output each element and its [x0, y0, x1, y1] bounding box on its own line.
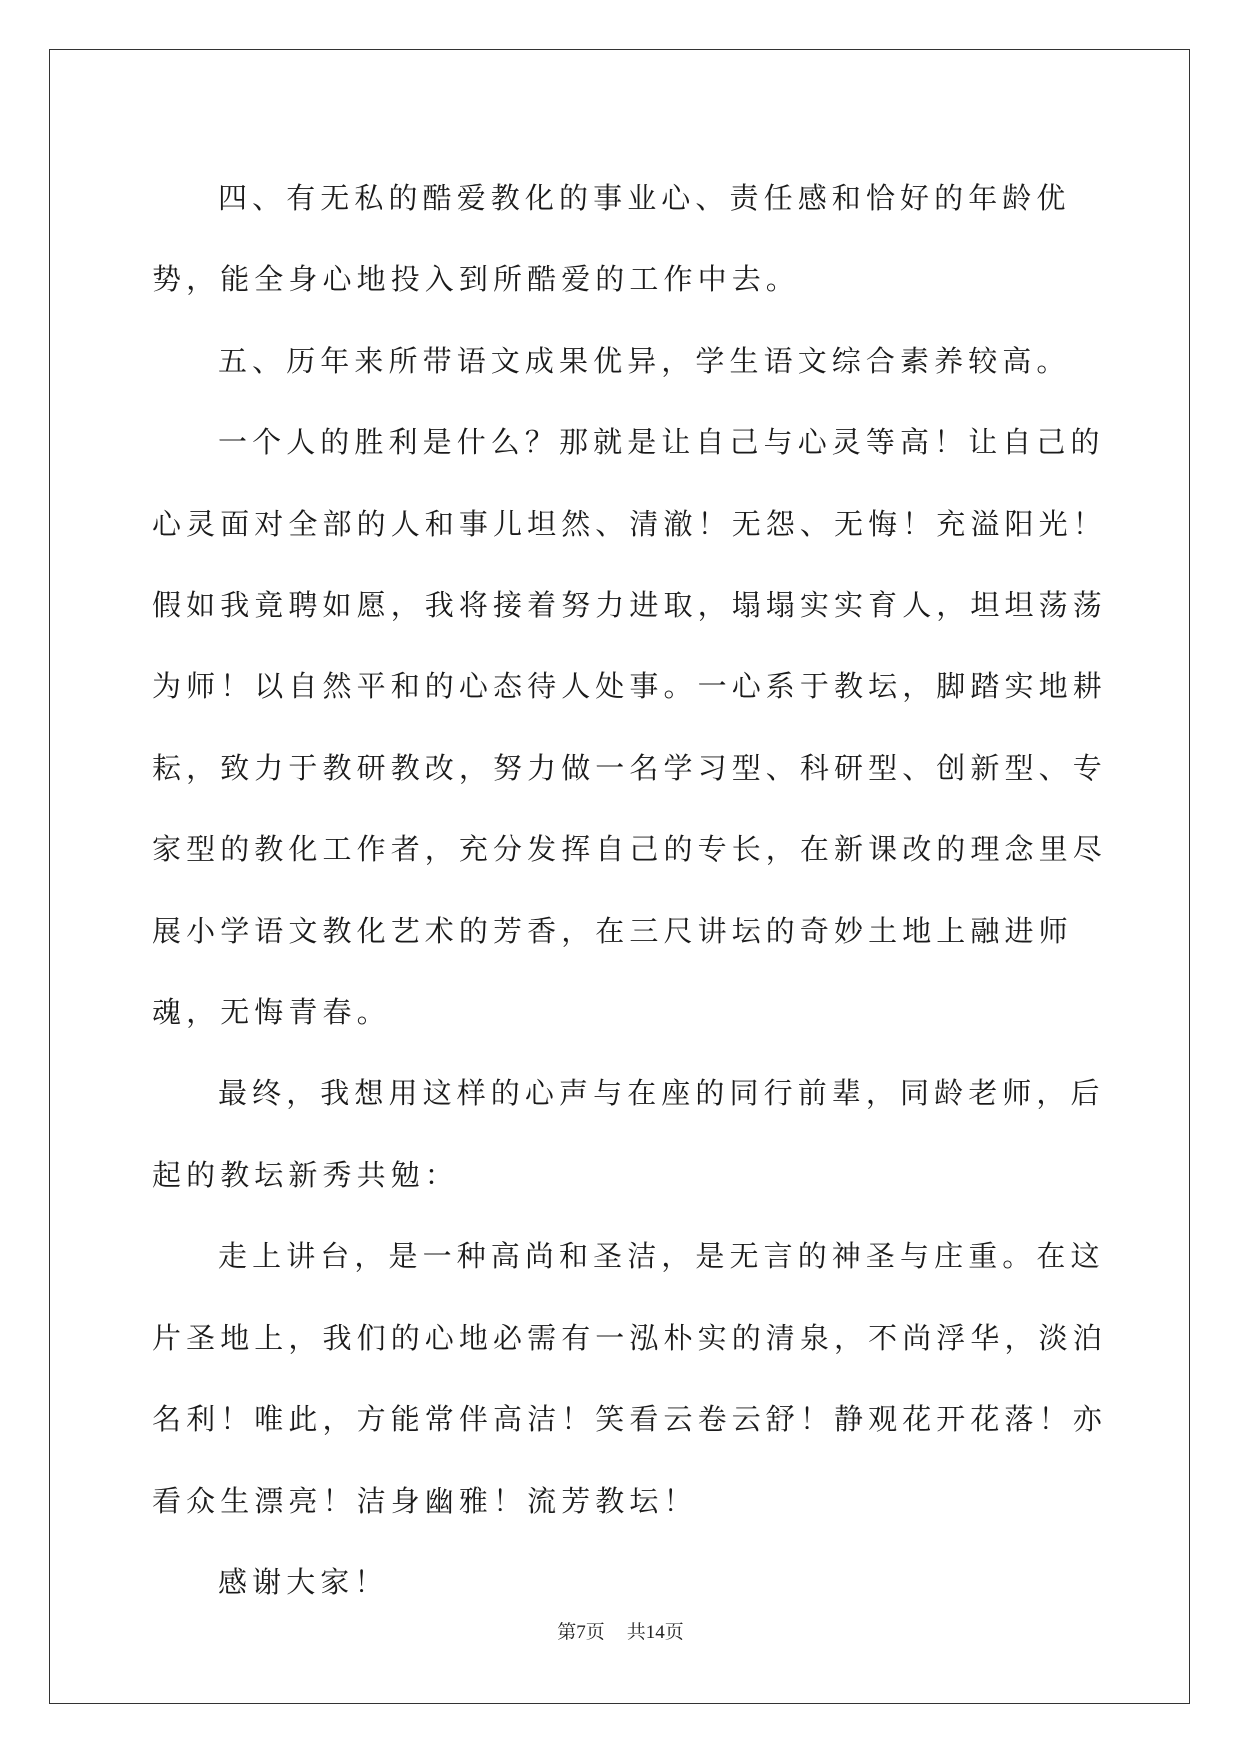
document-body: [152, 158, 1110, 1623]
page-total: 共14页: [626, 1622, 684, 1643]
paragraph-1: 四、有无私的酷爱教化的事业心、责任感和恰好的年龄优势，能全身心地投入到所酷爱的工作中去。: [152, 181, 1071, 297]
paragraph-5: 走上讲台，是一种高尚和圣洁，是无言的神圣与庄重。在这片圣地上，我们的心地必需有一泓朴实的清泉，不尚浮华，淡泊名利！唯此，方能常伴高洁！笑看云卷云舒！静观花开花落！亦看众生漂亮！洁身幽雅！流芳教坛！: [152, 1239, 1107, 1518]
paragraph-6: 感谢大家！: [218, 1564, 389, 1599]
page-number: 第7页: [557, 1622, 605, 1643]
paragraph-4: 最终，我想用这样的心声与在座的同行前辈，同龄老师，后起的教坛新秀共勉：: [152, 1076, 1105, 1192]
paragraph-2: 五、历年来所带语文成果优异，学生语文综合素养较高。: [218, 343, 1071, 378]
paragraph-3: 一个人的胜利是什么？那就是让自己与心灵等高！让自己的心灵面对全部的人和事儿坦然、清澈！无怨、无悔！充溢阳光！假如我竟聘如愿，我将接着努力进取，塌塌实实育人，坦坦荡荡为师！以自然平和的心态待人处事。一心系于教坛，脚踏实地耕耘，致力于教研教改，努力做一名学习型、科研型、创新型、专家型的教化工作者，充分发挥自己的专长，在新课改的理念里尽展小学语文教化艺术的芳香，在三尺讲坛的奇妙土地上融进师魂，无悔青春。: [152, 425, 1107, 1030]
page-footer: [0, 1617, 1241, 1644]
